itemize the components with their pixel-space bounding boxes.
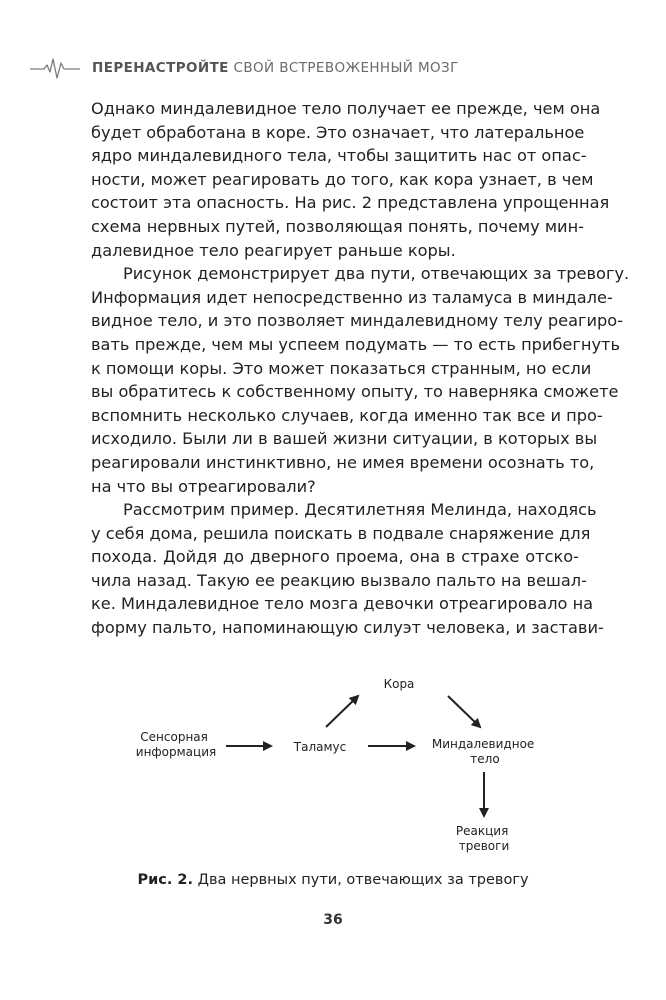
heartbeat-line-icon [30,56,80,80]
node-reaction [456,824,512,853]
text-line: чила назад. Такую ее реакцию вызвало пальто на вешал- [91,570,587,590]
node-amygdala-line-2: тело [470,752,500,766]
text-line: исходило. Были ли в вашей жизни ситуации, в которых вы [91,429,598,449]
paragraph-3 [91,498,604,640]
text-line: Рассмотрим пример. Десятилетняя Мелинда, находясь [123,500,597,520]
node-reaction-line-2: тревоги [458,839,510,853]
page-number: 36 [323,912,343,928]
node-sensory-line-2: информация [135,745,217,759]
text-line: реагировали инстинктивно, не имея времени осознать то, [91,452,595,472]
text-line: у себя дома, решила поискать в подвале снаряжение для [91,523,591,543]
arrow-cortex-to-amygdala [448,696,480,727]
text-line: форму пальто, напоминающую силуэт человека, и застави- [91,618,604,638]
running-header-rest: СВОЙ ВСТРЕВОЖЕННЫЙ МОЗГ [233,60,459,76]
text-line: видное тело, и это позволяет миндалевидному телу реагиро- [91,311,624,331]
text-line: похода. Дойдя до дверного проема, она в страхе отско- [91,547,579,567]
node-sensory [136,730,216,759]
text-line: далевидное тело реагирует раньше коры. [91,240,456,260]
figure-caption-label: Рис. 2. [137,872,194,888]
text-line: вспомнить несколько случаев, когда именно так все и про- [91,405,603,425]
text-line: ности, может реагировать до того, как кора узнает, в чем [91,169,594,189]
text-line: Рисунок демонстрирует два пути, отвечающих за тревогу. [123,264,630,284]
arrow-thalamus-to-cortex [326,696,358,727]
node-thalamus: Таламус [293,740,347,754]
text-line: будет обработана в коре. Это означает, что латеральное [91,122,585,142]
body-text [91,97,630,640]
text-line: к помощи коры. Это может показаться странным, но если [91,358,592,378]
text-line: вать прежде, чем мы успеем подумать — то есть прибегнуть [91,334,621,354]
figure-caption [0,872,666,888]
text-line: Информация идет непосредственно из таламуса в миндале- [91,287,613,307]
node-sensory-line-1: Сенсорная [140,730,208,744]
node-amygdala-line-1: Миндалевидное [431,737,535,751]
text-line: ядро миндалевидного тела, чтобы защитить нас от опас- [91,146,587,166]
figure-caption-text: Два нервных пути, отвечающих за тревогу [197,872,529,888]
text-line: вы обратитесь к собственному опыту, то наверняка сможете [91,382,619,402]
node-reaction-line-1: Реакция [455,824,509,838]
paragraph-2 [91,262,630,498]
running-header-title [92,60,459,76]
text-line: состоит эта опасность. На рис. 2 представлена упрощенная [91,193,610,213]
text-line: Однако миндалевидное тело получает ее прежде, чем она [91,99,601,118]
text-line: схема нервных путей, позволяющая понять, почему мин- [91,216,584,236]
text-line: на что вы отреагировали? [91,476,316,496]
neural-pathways-diagram [0,665,666,865]
paragraph-1 [91,97,610,262]
running-header [30,56,459,80]
text-line: ке. Миндалевидное тело мозга девочки отреагировало на [91,594,594,614]
running-header-bold: ПЕРЕНАСТРОЙТЕ [92,60,229,76]
node-cortex: Кора [383,677,415,691]
node-amygdala [432,737,538,766]
